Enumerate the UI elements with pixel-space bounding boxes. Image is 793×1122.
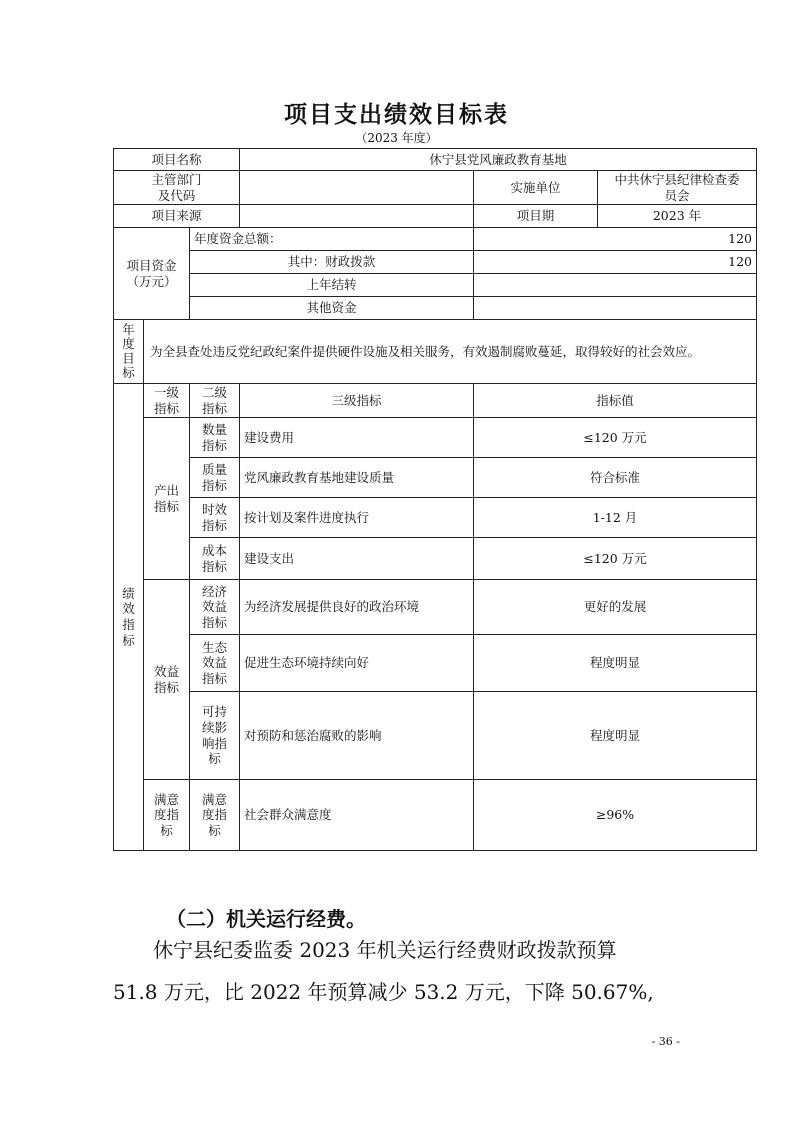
output-label (144, 418, 190, 580)
period-label: 项目期 (474, 205, 598, 228)
level2-label (190, 498, 240, 538)
source-label: 项目来源 (114, 205, 240, 228)
level2-line: 续影 (201, 719, 227, 735)
level2-line: 指标 (201, 517, 227, 533)
level2-label (190, 580, 240, 635)
funds-other-label: 其他资金 (190, 297, 474, 320)
row-annual-goal (114, 320, 757, 384)
dept-label-line-2: 及代码 (157, 187, 196, 203)
level3-text: 社会群众满意度 (240, 780, 474, 851)
level2-line: 可持 (201, 704, 227, 720)
level2-line: 满意 (201, 791, 227, 807)
perf-label-1: 绩 (122, 585, 135, 601)
table-row (114, 498, 757, 538)
project-name-value: 休宁县党风廉政教育基地 (240, 149, 757, 171)
header-level1 (144, 384, 190, 418)
funds-carryover-label: 上年结转 (190, 274, 474, 297)
annual-goal-label-3: 目 (122, 350, 135, 366)
level3-text: 党风廉政教育基地建设质量 (240, 458, 474, 498)
level2-label (190, 538, 240, 580)
annual-goal-label (114, 320, 144, 384)
table-row (114, 780, 757, 851)
level2-line: 指标 (201, 558, 227, 574)
source-value (240, 205, 474, 228)
level3-text: 建设费用 (240, 418, 474, 458)
level2-line: 指标 (201, 670, 227, 686)
perf-label-3: 指 (122, 617, 135, 632)
row-funds-carryover (114, 274, 757, 297)
table-row (114, 635, 757, 692)
annual-goal-label-4: 标 (122, 364, 135, 380)
output-label-line-1: 产出 (153, 482, 179, 498)
row-funds-other (114, 297, 757, 320)
satisfaction-label-line-3: 标 (160, 822, 173, 838)
annual-goal-label-1: 年 (122, 321, 135, 337)
satisfaction-label-line-1: 满意 (153, 791, 179, 807)
header-level2-line-2: 指标 (201, 400, 227, 416)
level2-line: 成本 (201, 542, 227, 558)
level2-line: 度指 (201, 807, 227, 823)
level2-line: 时效 (201, 501, 227, 517)
level2-line: 指标 (201, 477, 227, 493)
level2-label (190, 635, 240, 692)
funds-total-value: 120 (474, 228, 757, 251)
perf-label (114, 384, 144, 851)
level2-line: 指标 (201, 437, 227, 453)
paragraph-line-1: 休宁县纪委监委 2023 年机关运行经费财政拨款预算 (153, 938, 617, 962)
perf-label-2: 效 (122, 601, 135, 617)
level3-text: 促进生态环境持续向好 (240, 635, 474, 692)
impl-unit-label: 实施单位 (474, 171, 598, 205)
level2-label (190, 418, 240, 458)
header-level2-line-1: 二级 (201, 384, 227, 400)
level2-line: 生态 (201, 639, 227, 655)
indicator-value: 程度明显 (474, 692, 757, 780)
funds-label-line-1: 项目资金 (126, 257, 177, 273)
benefit-label-line-2: 指标 (153, 679, 179, 695)
header-level1-line-2: 指标 (153, 400, 179, 416)
level2-line: 标 (208, 822, 221, 838)
indicator-value: ≥96% (474, 780, 757, 851)
table-row (114, 580, 757, 635)
level2-line: 标 (208, 751, 221, 767)
dept-value (240, 171, 474, 205)
output-label-line-2: 指标 (153, 498, 179, 514)
benefit-label-line-1: 效益 (153, 663, 179, 679)
level2-line: 数量 (201, 421, 227, 437)
page-subtitle: （2023 年度） (355, 131, 438, 145)
page-title: 项目支出绩效目标表 (284, 101, 509, 128)
annual-goal-label-2: 度 (122, 336, 135, 352)
impl-unit-value (598, 171, 757, 205)
header-level2 (190, 384, 240, 418)
benefit-label (144, 580, 190, 780)
indicator-value: 更好的发展 (474, 580, 757, 635)
header-value: 指标值 (474, 384, 757, 418)
funds-fiscal-label: 其中：财政拨款 (190, 251, 474, 274)
row-funds-total (114, 228, 757, 251)
level2-line: 经济 (201, 583, 227, 599)
page-number: - 36 - (651, 1035, 680, 1048)
funds-label (114, 228, 190, 320)
level3-text: 按计划及案件进度执行 (240, 498, 474, 538)
funds-other-value (474, 297, 757, 320)
paragraph-line-2: 51.8 万元，比 2022 年预算减少 53.2 万元，下降 50.67%, (113, 980, 654, 1004)
table-row (114, 418, 757, 458)
period-value: 2023 年 (598, 205, 757, 228)
table-row (114, 458, 757, 498)
indicator-value: ≤120 万元 (474, 418, 757, 458)
performance-target-table (113, 148, 757, 851)
table-row (114, 538, 757, 580)
level2-line: 效益 (201, 655, 227, 671)
satisfaction-label-line-2: 度指 (153, 807, 179, 823)
row-funds-fiscal (114, 251, 757, 274)
row-source (114, 205, 757, 228)
dept-label-line-1: 主管部门 (151, 171, 202, 187)
funds-label-line-2: （万元） (126, 273, 177, 289)
perf-label-4: 标 (122, 632, 135, 648)
indicator-value: ≤120 万元 (474, 538, 757, 580)
level2-label (190, 692, 240, 780)
level3-text: 为经济发展提供良好的政治环境 (240, 580, 474, 635)
annual-goal-text: 为全县查处违反党纪政纪案件提供硬件设施及相关服务，有效遏制腐败蔓延，取得较好的社会效应。 (144, 320, 757, 384)
level2-label (190, 458, 240, 498)
level2-label (190, 780, 240, 851)
header-level1-line-1: 一级 (153, 384, 179, 400)
level2-line: 效益 (201, 599, 227, 615)
level2-line: 响指 (201, 735, 227, 751)
dept-label (114, 171, 240, 205)
header-level3: 三级指标 (240, 384, 474, 418)
level3-text: 建设支出 (240, 538, 474, 580)
row-indicator-headers (114, 384, 757, 418)
impl-unit-line-1: 中共休宁县纪律检查委 (614, 171, 740, 187)
funds-total-label: 年度资金总额： (190, 228, 474, 251)
funds-carryover-value (474, 274, 757, 297)
funds-fiscal-value: 120 (474, 251, 757, 274)
row-project-name (114, 149, 757, 171)
impl-unit-line-2: 员会 (664, 187, 690, 203)
row-department (114, 171, 757, 205)
section-heading: （二）机关运行经费。 (166, 907, 366, 931)
indicator-value: 1-12 月 (474, 498, 757, 538)
project-name-label: 项目名称 (114, 149, 240, 171)
level2-line: 质量 (201, 461, 227, 477)
indicator-value: 符合标准 (474, 458, 757, 498)
table-row (114, 692, 757, 780)
satisfaction-label (144, 780, 190, 851)
indicator-value: 程度明显 (474, 635, 757, 692)
level3-text: 对预防和惩治腐败的影响 (240, 692, 474, 780)
level2-line: 指标 (201, 614, 227, 630)
